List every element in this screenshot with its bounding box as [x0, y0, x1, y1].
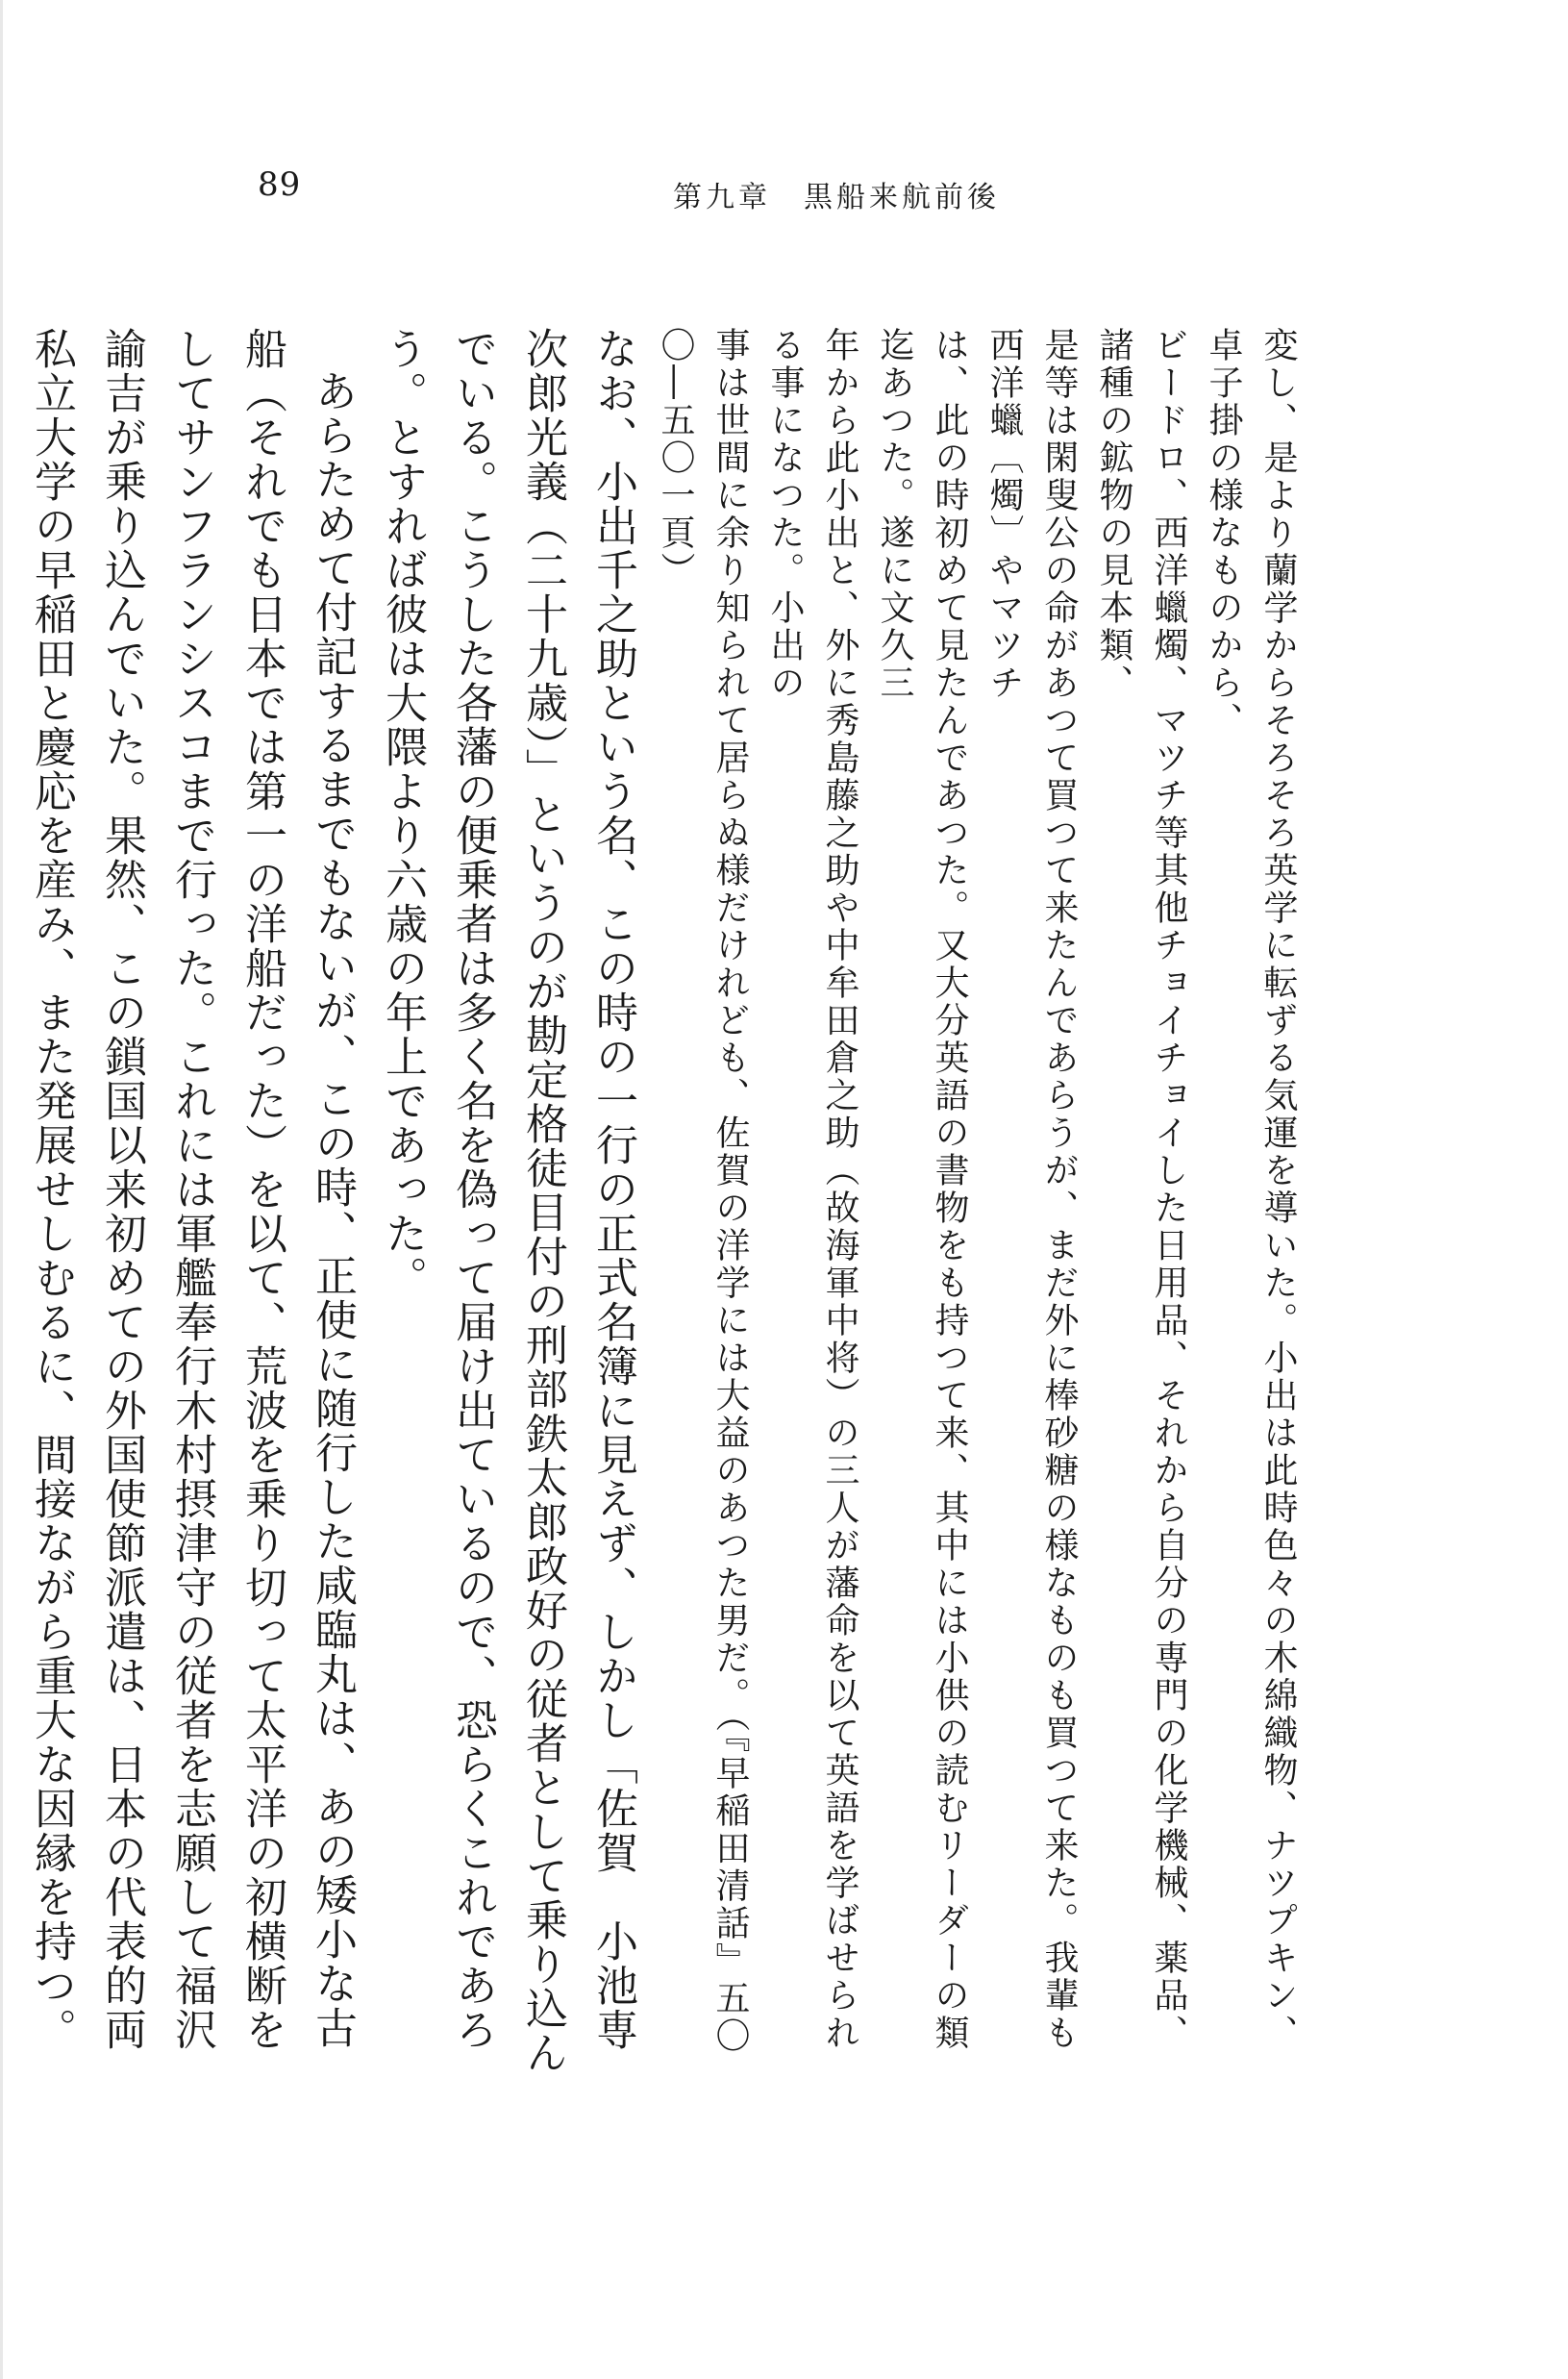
quote-line: 年から此小出と、外に秀島藤之助や中牟田倉之助（故海軍中将）の三人が藩命を以て英語を学ばせられる事になつた。小出の: [765, 327, 859, 2052]
page-number: 89: [258, 165, 302, 204]
quote-line: 変し、是より蘭学からそろそろ英学に転ずる気運を導いた。小出は此時色々の木綿織物、ナツプキン、卓子掛の様なものから、: [1204, 327, 1298, 2052]
quote-source: （『早稲田清話』五〇〇―五〇一頁）: [656, 327, 750, 2055]
block-quote: [648, 327, 1332, 2077]
quote-line: ビードロ、西洋蠟燭、マツチ等其他チョイチョイした日用品、それから自分の専門の化学機械、薬品、諸種の鉱物の見本類、: [1094, 327, 1188, 2052]
paragraph: なお、小出千之助という名、この時の一行の正式名簿に見えず、しかし「佐賀 小池専次郎光義（二十九歳）」というのが勘定格徒目付の刑部鉄太郎政好の従者として乗り込んでいる。こうした各藩の便乗者は多く名を偽って届け出ているので、恐らくこれであろう。とすれば彼は大隈より六歳の年上であった。: [378, 327, 637, 2075]
quote-line: は、此の時初めて見たんであつた。又大分英語の書物をも持つて来、其中には小供の読むリーダーの類迄あつた。遂に文久三: [875, 327, 969, 2052]
section-title: [0, 415, 16, 2010]
quote-line: 事は世間に余り知られて居らぬ様だけれども、佐賀の洋学には大益のあつた男だ。: [710, 327, 750, 1715]
paragraph: あらためて付記するまでもないが、この時、正使に随行した咸臨丸は、あの矮小な古船（それでも日本では第一の洋船だった）を以て、荒波を乗り切って太平洋の初横断をしてサンフランシスコまで行った。これには軍艦奉行木村摂津守の従者を志願して福沢諭吉が乗り込んでいた。果然、この鎖国以来初めての外国使節派遣は、日本の代表的両私立大学の早稲田と慶応を産み、また発展せしむるに、間接ながら重大な因縁を持つ。: [27, 327, 357, 2052]
running-head: 第九章 黒船来航前後: [673, 181, 1000, 214]
body-text: [27, 327, 1332, 2077]
quote-line: 是等は閑叟公の命があつて買つて来たんであらうが、まだ外に棒砂糖の様なものも買つて来た。我輩も西洋蠟〔燭〕やマツチ: [984, 327, 1079, 2052]
